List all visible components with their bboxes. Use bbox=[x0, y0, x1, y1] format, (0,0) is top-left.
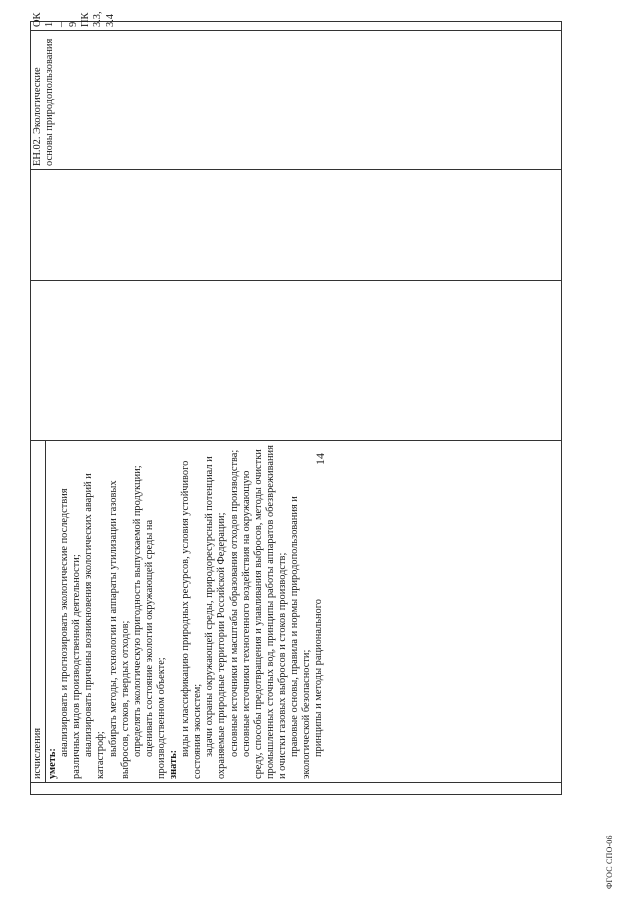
knowledge-item: виды и классификацию природных ресурсов, условия устойчивого состояния экосистем; bbox=[180, 460, 204, 779]
discipline-text: ЕН.02. Экологические основы природопользования bbox=[32, 38, 56, 166]
table-cell-discipline bbox=[31, 31, 562, 170]
table-cell-competencies bbox=[31, 11, 562, 31]
table-cell-empty bbox=[31, 170, 562, 281]
table-cell-content bbox=[46, 441, 562, 783]
table-row bbox=[31, 22, 46, 795]
skills-label: уметь: bbox=[47, 748, 59, 779]
competency-table bbox=[30, 11, 562, 795]
skill-item: анализировать причины возникновения экологических аварий и катастроф; bbox=[83, 473, 107, 779]
skill-item: выбирать методы, технологии и аппараты утилизации газовых выбросов, стоков, твердых отходов; bbox=[107, 480, 131, 779]
skill-item: оценивать состояние экологии окружающей среды на производственном объекте; bbox=[143, 519, 167, 779]
table-cell-top-text: исчисления bbox=[31, 441, 46, 783]
knowledge-item: принципы и методы рационального bbox=[313, 599, 325, 757]
knowledge-label: знать: bbox=[168, 749, 180, 779]
knowledge-item: правовые основы, правила и нормы природопользования и экологической безопасности; bbox=[288, 496, 313, 779]
table-cell-empty bbox=[31, 783, 562, 795]
knowledge-item: основные источники и масштабы образования отходов производства; bbox=[228, 449, 240, 757]
knowledge-item: основные источники техногенного воздействия на окружающую среду, способы предотвращения и улавливания выбросов, методы очистки промышленных сточных вод, принципы работы аппаратов обезвреживания и очистки газовых выбросов и стоков производств; bbox=[240, 445, 288, 779]
skill-item: определять экологическую пригодность выпускаемой продукции; bbox=[131, 465, 143, 757]
skill-item: анализировать и прогнозировать экологические последствия различных видов производственной деятельности; bbox=[59, 488, 83, 779]
knowledge-item: задачи охраны окружающей среды, природоресурсный потенциал и охраняемые природные территории Российской Федерации; bbox=[204, 456, 228, 779]
table-cell-empty bbox=[31, 281, 562, 441]
competencies-text: ОК 1 – 9 ПК 3.3, 3.4 bbox=[32, 11, 116, 27]
footer-code: ФГОС СПО-06 bbox=[605, 835, 614, 889]
page-number: 14 bbox=[313, 453, 327, 465]
